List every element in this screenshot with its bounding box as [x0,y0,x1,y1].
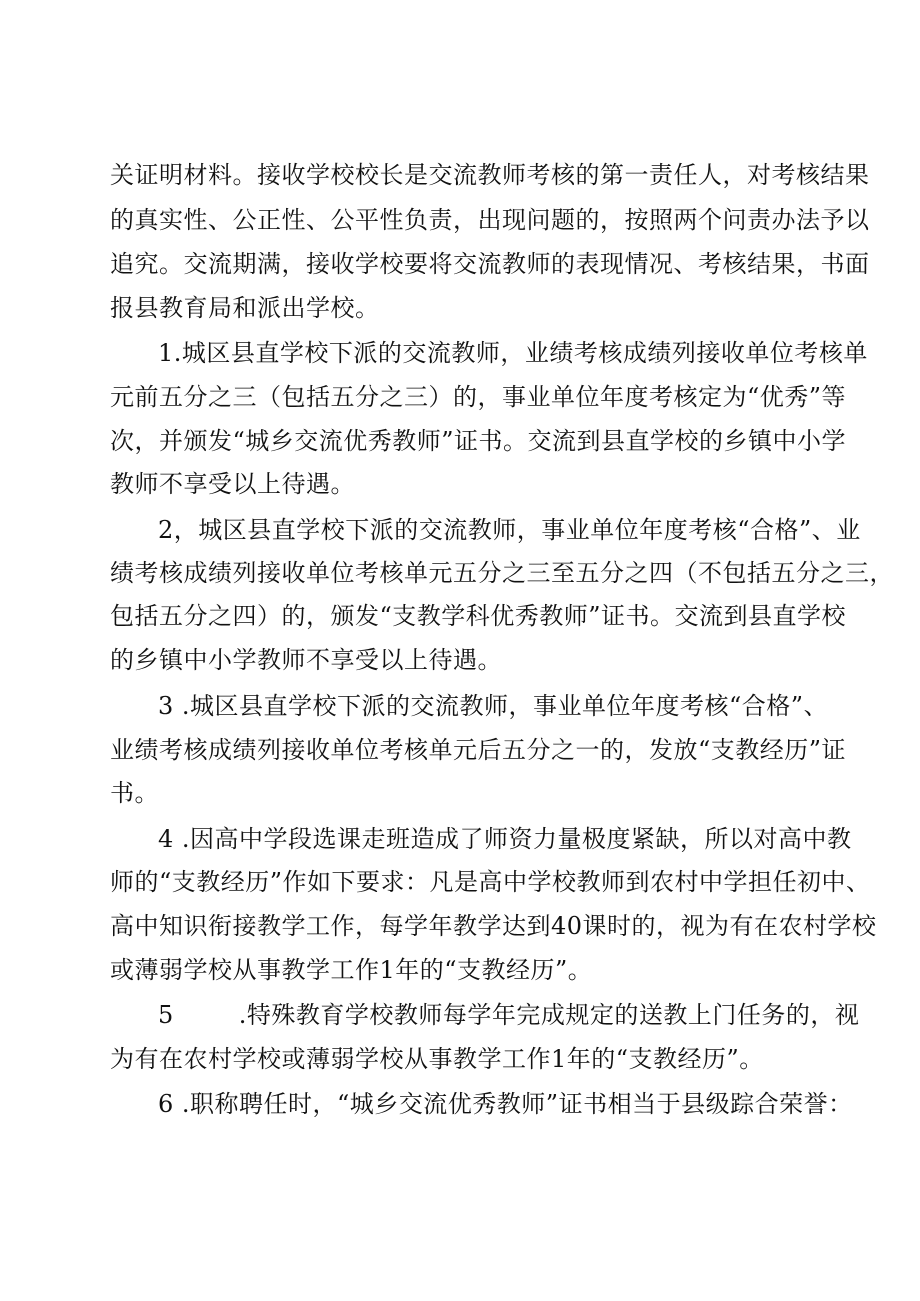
paragraph-line: 绩考核成绩列接收单位考核单元五分之三至五分之四（不包括五分之三， [110,559,894,587]
paragraph-line: 报县教育局和派出学校。 [110,294,380,322]
paragraph-line: 的乡镇中小学教师不享受以上待遇。 [110,646,502,674]
list-item-3: 3 .城区县直学校下派的交流教师，事业单位年度考核“合格”、 [158,692,829,720]
paragraph-line: 次，并颁发“城乡交流优秀教师”证书。交流到县直学校的乡镇中小学 [110,427,847,455]
paragraph-line: 师的“支教经历”作如下要求：凡是高中学校教师到农村中学担任初中、 [110,868,871,896]
paragraph-line: 业绩考核成绩列接收单位考核单元后五分之一的，发放“支教经历”证 [110,736,847,764]
paragraph-line: 或薄弱学校从事教学工作1年的“支教经历”。 [110,956,593,984]
list-item-1: 1.城区县直学校下派的交流教师，业绩考核成绩列接收单位考核单 [158,339,868,367]
list-item-4: 4 .因高中学段选课走班造成了师资力量极度紧缺，所以对高中教 [158,825,852,853]
list-item-2: 2，城区县直学校下派的交流教师，事业单位年度考核“合格”、业 [158,516,861,544]
paragraph-line: 关证明材料。接收学校校长是交流教师考核的第一责任人，对考核结果 [110,161,870,189]
paragraph-line: 为有在农村学校或薄弱学校从事教学工作1年的“支教经历”。 [110,1045,764,1073]
paragraph-line: 教师不享受以上待遇。 [110,470,355,498]
paragraph-line: 书。 [110,779,159,807]
paragraph-line: 元前五分之三（包括五分之三）的，事业单位年度考核定为“优秀”等 [110,383,847,411]
list-item-5: 5 .特殊教育学校教师每学年完成规定的送教上门任务的，视 [158,1001,860,1029]
list-item-6: 6 .职称聘任时，“城乡交流优秀教师”证书相当于县级踪合荣誉： [158,1090,853,1118]
paragraph-line: 追究。交流期满，接收学校要将交流教师的表现情况、考核结果，书面 [110,250,870,278]
paragraph-line: 高中知识衔接教学工作，每学年教学达到40课时的，视为有在农村学校 [110,912,877,940]
paragraph-line: 的真实性、公正性、公平性负责，出现问题的，按照两个问责办法予以 [110,206,870,234]
paragraph-line: 包括五分之四）的，颁发“支教学科优秀教师”证书。交流到县直学校 [110,602,847,630]
